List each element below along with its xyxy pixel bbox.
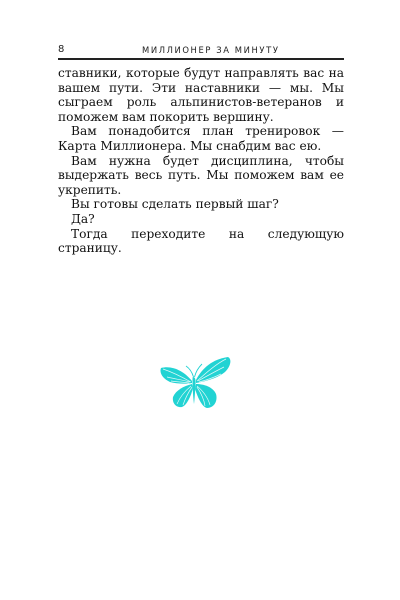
butterfly-icon <box>158 355 234 417</box>
paragraph-2: Вам понадобится план тренировок — Карта Миллионера. Мы снабдим вас ею. <box>58 124 344 153</box>
paragraph-4: Вы готовы сделать первый шаг? <box>71 197 279 212</box>
butterfly-shape <box>160 357 230 408</box>
paragraph-5: Да? <box>71 211 95 226</box>
page-header <box>58 44 343 58</box>
page-number: 8 <box>58 44 65 55</box>
body-text <box>58 66 344 256</box>
paragraph-1: ставники, которые будут направлять вас на вашем пути. Эти наставники — мы. Мы сыграем роль альпинистов-ветеранов и поможем вам покорить вершину. <box>58 66 344 124</box>
running-title: МИЛЛИОНЕР ЗА МИНУТУ <box>142 45 280 55</box>
paragraph-3: Вам нужна будет дисциплина, чтобы выдержать весь путь. Мы поможем вам ее укрепить. <box>58 153 344 197</box>
header-rule <box>58 58 344 60</box>
paragraph-6: Тогда переходите на следующую страницу. <box>58 226 344 256</box>
